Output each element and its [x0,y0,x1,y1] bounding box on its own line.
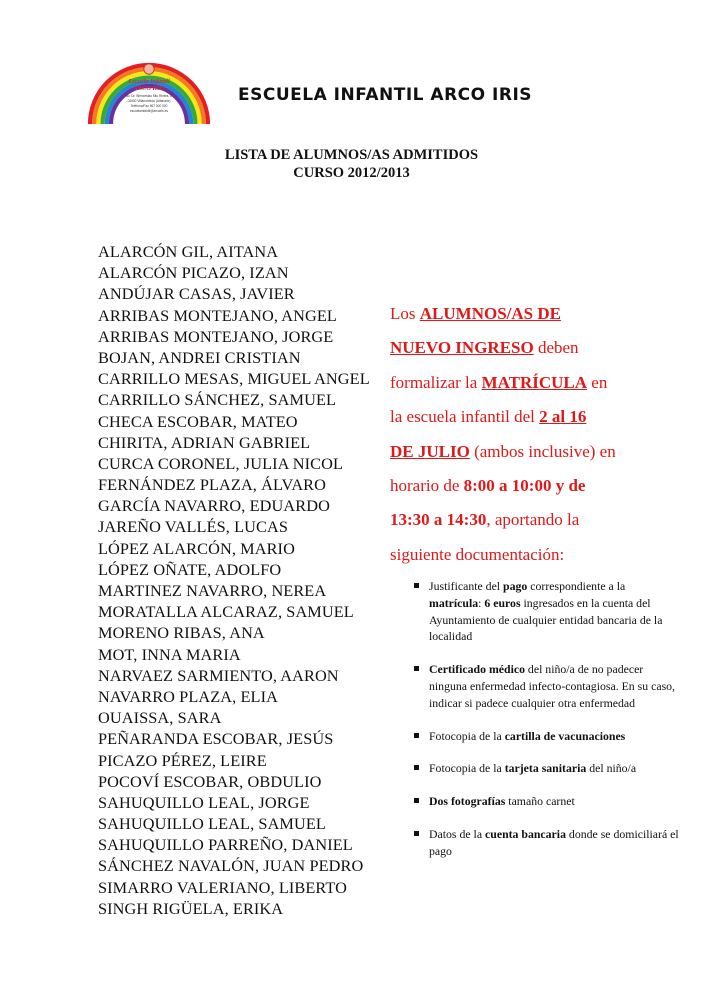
student-name: MOT, INNA MARIA [98,644,241,664]
student-name: ANDÚJAR CASAS, JAVIER [98,284,295,304]
student-name: MORENO RIBAS, ANA [98,623,265,643]
notice-emphasis: MATRÍCULA [481,372,588,392]
notice-line [390,400,690,434]
student-name: POCOVÍ ESCOBAR, OBDULIO [98,771,322,791]
student-name: BOJAN, ANDREI CRISTIAN [98,347,301,367]
student-name: SAHUQUILLO PARREÑO, DANIEL [98,835,353,855]
document-item-photos: Dos fotografías tamaño carnet [414,793,679,810]
notice-text: deben [533,338,579,358]
notice-text: formalizar la [390,372,482,392]
required-documents-list [414,578,679,860]
student-name: SÁNCHEZ NAVALÓN, JUAN PEDRO [98,856,364,876]
notice-line [390,331,690,365]
student-name: ALARCÓN GIL, AITANA [98,242,279,261]
notice-text: (ambos inclusive) en [469,441,616,461]
bullet-icon [414,666,419,671]
student-name: CARRILLO MESAS, MIGUEL ANGEL [98,369,370,389]
student-name: CURCA CORONEL, JULIA NICOL [98,453,344,473]
student-name: MARTINEZ NAVARRO, NEREA [98,581,327,600]
student-name: CHECA ESCOBAR, MATEO [98,411,298,431]
student-name: ARRIBAS MONTEJANO, ANGEL [98,305,337,325]
notice-emphasis: DE JULIO [390,441,470,461]
course-title: CURSO 2012/2013 [293,165,410,181]
student-name: PICAZO PÉREZ, LEIRE [98,750,267,770]
student-name: NAVARRO PLAZA, ELIA [98,686,278,706]
logo-address-line: Av. Dr. Wenceslao Mto Rivera, 6 [126,94,172,98]
student-name: LÓPEZ OÑATE, ADOLFO [98,559,282,579]
notice-line [390,469,690,503]
student-name: JAREÑO VALLÉS, LUCAS [98,517,289,537]
notice-line [390,538,690,572]
notice-line [390,366,690,400]
notice-text: , aportando la [486,510,580,530]
logo-address-line: 02600 Villarrobledo (Albacete) [127,99,171,103]
bullet-icon [414,798,419,803]
notice-emphasis: ALUMNOS/AS DE [419,304,561,323]
logo-subname: ARCO IRIS [133,86,165,92]
student-name: OUAISSA, SARA [98,708,222,728]
document-item-bank-account: Datos de la cuenta bancaria donde se domiciliará el pago [414,826,679,860]
bullet-icon [414,831,419,836]
bullet-icon [414,583,419,588]
student-name: CHIRITA, ADRIAN GABRIEL [98,432,311,452]
student-list [98,241,370,919]
notice-text: horario de [390,476,464,496]
notice-line [390,297,690,331]
student-name: NARVAEZ SARMIENTO, AARON [98,665,339,685]
notice-text: en [587,372,608,392]
student-name: FERNÁNDEZ PLAZA, ÁLVARO [98,475,326,495]
student-name: CARRILLO SÁNCHEZ, SAMUEL [98,390,337,410]
student-name: SAHUQUILLO LEAL, SAMUEL [98,814,326,834]
document-item-payment: Justificante del pago correspondiente a la matrícula: 6 euros ingresados en la cuenta del Ayuntamiento de cualquier entidad bancaria de la localidad [414,578,679,645]
bullet-icon [414,733,419,738]
document-item-health-card: Fotocopia de la tarjeta sanitaria del niño/a [414,760,679,777]
student-name: PEÑARANDA ESCOBAR, JESÚS [98,729,334,749]
student-name: GARCÍA NAVARRO, EDUARDO [98,496,330,516]
notice-bold: 8:00 a 10:00 y de [463,476,586,496]
logo-address-line: Teléfono/Fax 967 000 000 [130,104,168,108]
notice-line [390,435,690,469]
document-item-medical-certificate: Certificado médico del niño/a de no padecer ninguna enfermedad infecto-contagiosa. En su caso, indicar si padece cualquier otra enfermedad [414,661,679,711]
list-title: LISTA DE ALUMNOS/AS ADMITIDOS [224,147,479,163]
school-name: ESCUELA INFANTIL ARCO IRIS [238,85,533,105]
student-name: ARRIBAS MONTEJANO, JORGE [98,326,334,346]
rainbow-logo [86,58,212,124]
enrollment-notice [390,297,690,572]
student-name: SIMARRO VALERIANO, LIBERTO [98,877,348,897]
notice-line [390,503,690,537]
notice-text: la escuela infantil del [390,407,540,427]
student-name: SAHUQUILLO LEAL, JORGE [98,792,310,812]
notice-emphasis: NUEVO INGRESO [390,338,534,358]
student-name: MORATALLA ALCARAZ, SAMUEL [98,602,354,622]
notice-text: Los [390,304,420,323]
document-item-vaccination: Fotocopia de la cartilla de vacunaciones [414,728,679,745]
student-name: SINGH RIGÜELA, ERIKA [98,898,284,918]
student-name: LÓPEZ ALARCÓN, MARIO [98,538,295,558]
notice-text: siguiente documentación: [390,544,565,564]
notice-emphasis: 2 al 16 [539,407,587,427]
face-icon [144,64,154,74]
notice-bold: 13:30 a 14:30 [390,510,487,530]
bullet-icon [414,765,419,770]
student-name: ALARCÓN PICAZO, IZAN [98,263,289,283]
logo-address-line: escuelainfantil@arcoiris.es [130,109,168,113]
logo-name: Escuela Infantil [128,78,170,85]
